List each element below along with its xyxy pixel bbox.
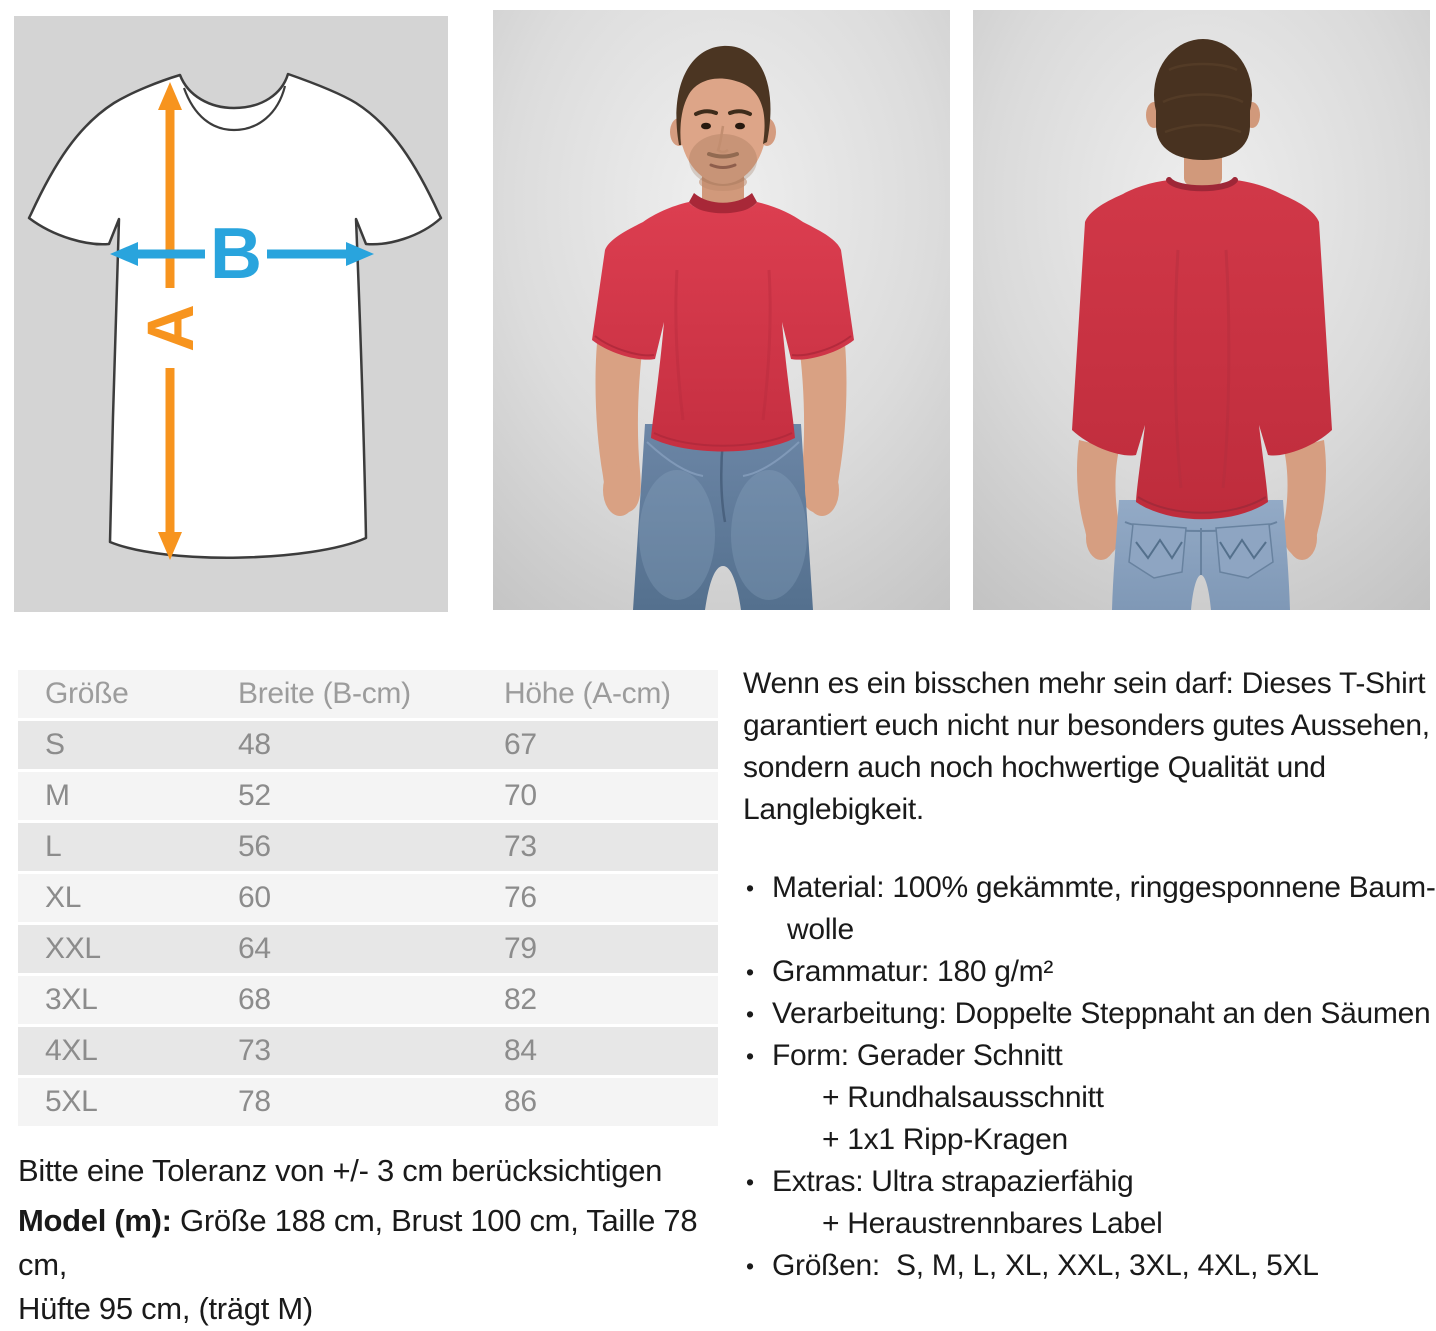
left-eye [701,123,711,130]
feature-item [743,1161,1435,1245]
size-cell: XXL [18,925,211,976]
table-row [18,874,718,925]
feature-line: Grammatur: 180 g/m² [772,955,1054,988]
model-note-line2: Hüfte 95 cm, (trägt M) [18,1291,313,1326]
hoehe-cell: 76 [477,874,718,925]
model-note-line1: Größe 188 cm, Brust 100 cm, Taille 78 cm, [18,1203,698,1282]
feature-item [743,951,1435,993]
size-cell: XL [18,874,211,925]
feature-line: + Rundhalsausschnitt [822,1081,1104,1114]
hoehe-cell: 67 [477,721,718,772]
table-row [18,823,718,874]
bullet-dot-icon: • [746,959,755,985]
size-cell: 3XL [18,976,211,1027]
feature-item-body [772,1035,1435,1161]
size-table [18,670,718,1129]
back-photo-illustration [973,10,1430,610]
breite-cell: 78 [211,1078,477,1129]
col-header-hoehe: Höhe (A-cm) [477,670,718,721]
front-photo-illustration [493,10,950,610]
size-info-section [18,670,718,1331]
size-cell: L [18,823,211,874]
breite-cell: 56 [211,823,477,874]
feature-item-body [772,1161,1435,1245]
size-cell: 5XL [18,1078,211,1129]
feature-item-body [772,1245,1435,1287]
feature-line: Form: Gerader Schnitt [772,1039,1063,1072]
feature-list [743,867,1435,1287]
intro-line: sondern auch noch hochwertige Qualität und [743,751,1326,784]
bullet-dot-icon: • [746,1001,755,1027]
left-hand [1086,516,1116,560]
breite-cell: 60 [211,874,477,925]
breite-cell: 73 [211,1027,477,1078]
table-row [18,976,718,1027]
right-hand [805,464,839,516]
bullet-dot-icon: • [746,875,755,901]
col-header-groesse: Größe [18,670,211,721]
table-row [18,1078,718,1129]
feature-item-body [772,993,1435,1035]
model-note-label: Model (m): [18,1203,172,1238]
intro-line: garantiert euch nicht nur besonders gutes Aussehen, [743,709,1430,742]
size-table-body [18,721,718,1129]
hoehe-cell: 82 [477,976,718,1027]
right-leg-wash [731,470,807,600]
measurement-diagram-panel [14,16,448,612]
size-cell: 4XL [18,1027,211,1078]
table-row [18,925,718,976]
model-back-photo [973,10,1430,610]
left-leg-wash [639,470,715,600]
tshirt-measurement-diagram [14,16,448,612]
feature-item [743,1035,1435,1161]
hoehe-cell: 79 [477,925,718,976]
feature-item [743,867,1435,951]
feature-item-body [772,867,1436,951]
hoehe-cell: 84 [477,1027,718,1078]
description-intro [743,663,1435,831]
hoehe-cell: 70 [477,772,718,823]
feature-item [743,993,1435,1035]
hoehe-cell: 86 [477,1078,718,1129]
feature-item [743,1245,1435,1287]
intro-line: Langlebigkeit. [743,793,924,826]
right-eye [735,123,745,130]
feature-line: Verarbeitung: Doppelte Steppnaht an den Säumen [772,997,1431,1030]
measure-label-a: A [133,304,207,352]
bullet-dot-icon: • [746,1169,755,1195]
feature-line: Extras: Ultra strapazierfähig [772,1165,1134,1198]
feature-item-body [772,951,1435,993]
feature-line: + Heraustrennbares Label [822,1207,1163,1240]
breite-cell: 64 [211,925,477,976]
breite-cell: 48 [211,721,477,772]
col-header-breite: Breite (B-cm) [211,670,477,721]
model-note [18,1199,718,1331]
table-row [18,772,718,823]
hair-nape [1156,105,1250,160]
size-table-header-row [18,670,718,721]
feature-line: wolle [787,913,854,946]
breite-cell: 68 [211,976,477,1027]
bullet-dot-icon: • [746,1253,755,1279]
breite-cell: 52 [211,772,477,823]
beard-stubble [689,134,757,186]
size-cell: S [18,721,211,772]
feature-line: Material: 100% gekämmte, ringgesponnene Baum- [772,871,1436,904]
hoehe-cell: 73 [477,823,718,874]
feature-line: + 1x1 Ripp-Kragen [822,1123,1068,1156]
table-row [18,721,718,772]
tolerance-note: Bitte eine Toleranz von +/- 3 cm berücksichtigen [18,1153,663,1188]
right-hand [1287,516,1317,560]
feature-line: Größen: S, M, L, XL, XXL, 3XL, 4XL, 5XL [772,1249,1319,1282]
intro-line: Wenn es ein bisschen mehr sein darf: Dieses T-Shirt [743,667,1426,700]
product-description [743,663,1435,1287]
model-front-photo [493,10,950,610]
measure-label-b: B [210,214,262,294]
left-hand [603,464,637,516]
size-cell: M [18,772,211,823]
table-row [18,1027,718,1078]
bullet-dot-icon: • [746,1043,755,1069]
